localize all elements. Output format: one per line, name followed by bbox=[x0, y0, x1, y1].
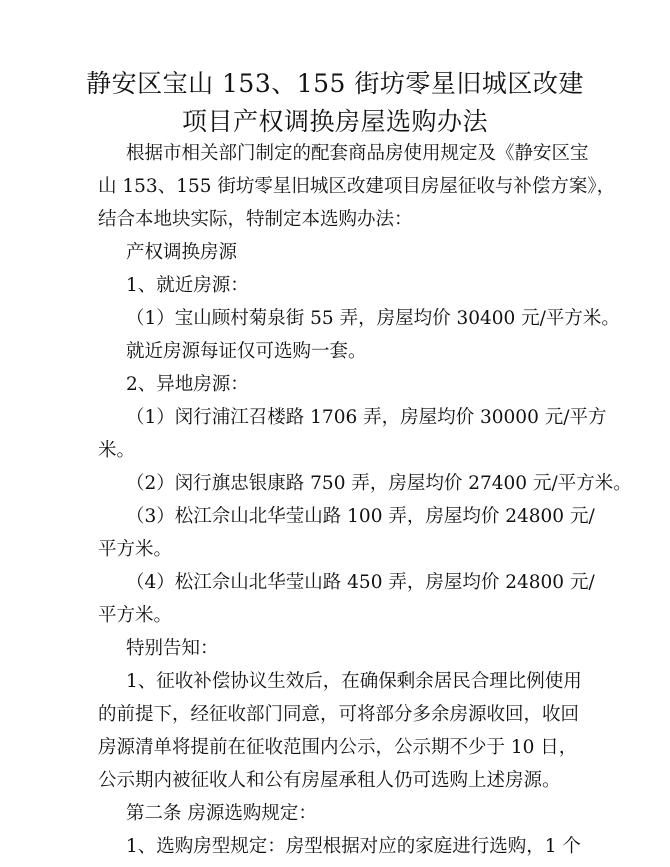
remote-source-item-2: （2）闵行旗忠银康路 750 弄，房屋均价 27400 元/平方米。 bbox=[126, 473, 632, 494]
nearby-sources-heading: 1、就近房源： bbox=[126, 275, 249, 296]
notice-heading: 特别告知： bbox=[126, 638, 219, 659]
notice-line-3: 房源清单将提前在征收范围内公示，公示期不少于 10 日， bbox=[98, 737, 578, 758]
document-title-line-1: 静安区宝山 153、155 街坊零星旧城区改建 bbox=[86, 69, 584, 98]
remote-source-item-4: （4）松江佘山北华莹山路 450 弄，房屋均价 24800 元/ bbox=[126, 572, 595, 593]
remote-source-item-4-cont: 平方米。 bbox=[98, 605, 173, 626]
intro-line-3: 结合本地块实际，特制定本选购办法： bbox=[98, 209, 413, 230]
document-title-line-2: 项目产权调换房屋选购办法 bbox=[181, 107, 488, 136]
article-2-line-1: 1、选购房型规定：房型根据对应的家庭进行选购，1 个 bbox=[126, 836, 581, 857]
remote-source-item-1-cont: 米。 bbox=[98, 440, 136, 461]
intro-line-2: 山 153、155 街坊零星旧城区改建项目房屋征收与补偿方案》， bbox=[98, 176, 616, 197]
notice-line-2: 的前提下，经征收部门同意，可将部分多余房源收回，收回 bbox=[98, 704, 580, 725]
section-heading-sources: 产权调换房源 bbox=[126, 242, 238, 263]
notice-line-4: 公示期内被征收人和公有房屋承租人仍可选购上述房源。 bbox=[98, 770, 561, 791]
remote-sources-heading: 2、异地房源： bbox=[126, 374, 249, 395]
remote-source-item-1: （1）闵行浦江召楼路 1706 弄，房屋均价 30000 元/平方 bbox=[126, 407, 607, 428]
nearby-source-item-1: （1）宝山顾村菊泉街 55 弄，房屋均价 30400 元/平方米。 bbox=[126, 308, 620, 329]
nearby-source-note: 就近房源每证仅可选购一套。 bbox=[126, 341, 367, 362]
article-2-heading: 第二条 房源选购规定： bbox=[126, 803, 317, 824]
intro-line-1: 根据市相关部门制定的配套商品房使用规定及《静安区宝 bbox=[126, 143, 589, 164]
notice-line-1: 1、征收补偿协议生效后，在确保剩余居民合理比例使用 bbox=[126, 671, 582, 692]
remote-source-item-3: （3）松江佘山北华莹山路 100 弄，房屋均价 24800 元/ bbox=[126, 506, 595, 527]
remote-source-item-3-cont: 平方米。 bbox=[98, 539, 173, 560]
